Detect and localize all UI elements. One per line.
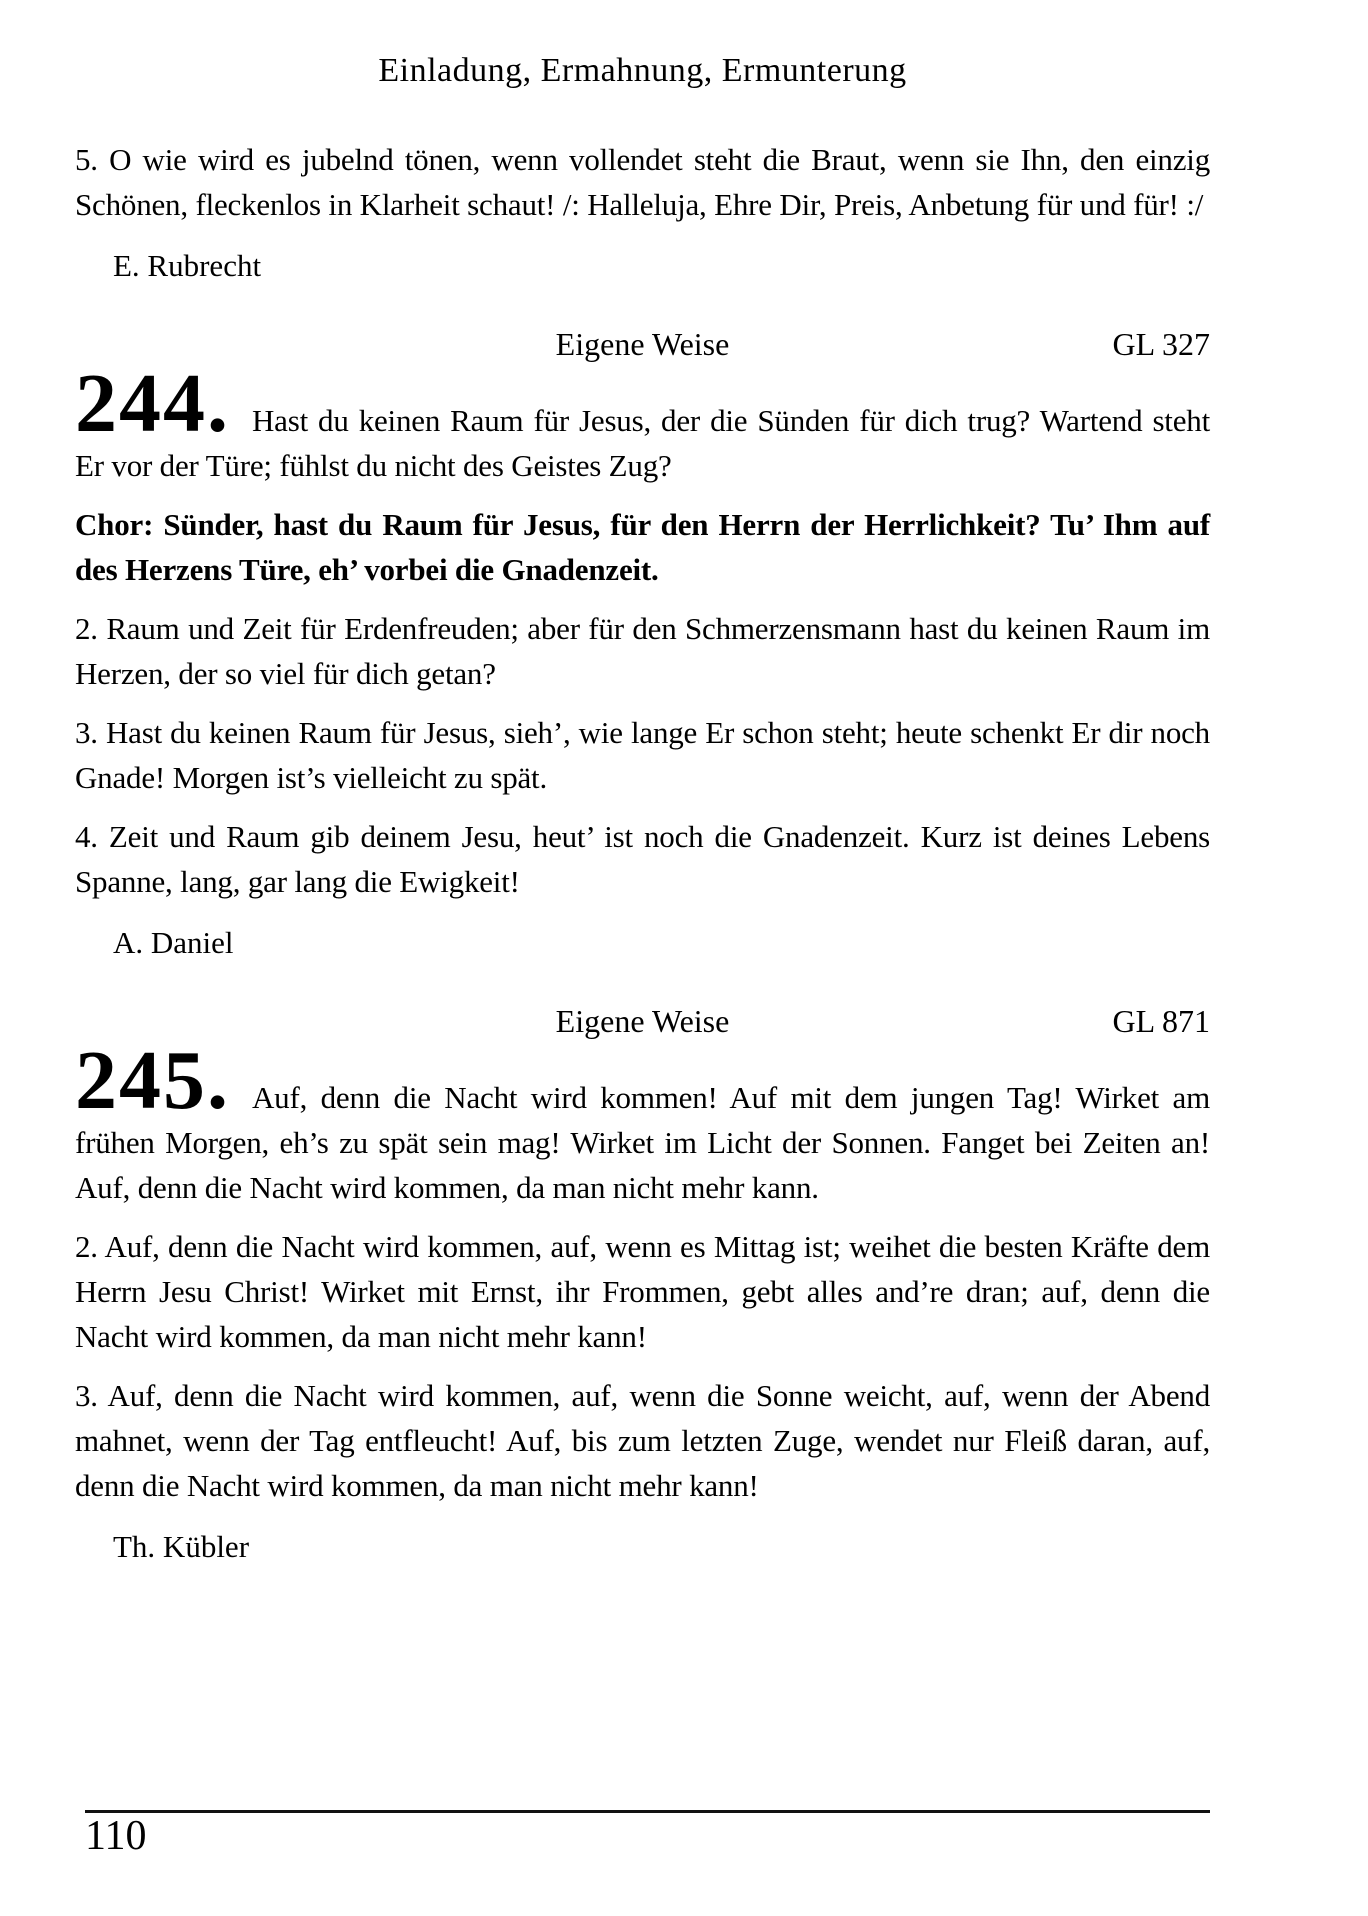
hymn-245-verse-3: 3. Auf, denn die Nacht wird kommen, auf, wenn die Sonne weicht, auf, wenn der Abend mahnet, wenn der Tag entfleucht! Auf, bis zum letzten Zuge, wendet nur Fleiß daran, auf, denn die Nacht wird kommen, da man nicht mehr kann! xyxy=(75,1378,1210,1503)
songbook-ref: GL 327 xyxy=(1112,326,1210,362)
hymn-244-verse-1 xyxy=(75,357,1210,488)
songbook-ref: GL 871 xyxy=(1112,1003,1210,1039)
hymn-244-verse-2: 2. Raum und Zeit für Erdenfreuden; aber für den Schmerzensmann hast du keinen Raum im Herzen, der so viel für dich getan? xyxy=(75,611,1210,691)
previous-hymn-author: E. Rubrecht xyxy=(113,248,262,283)
hymn-245 xyxy=(75,999,1210,1569)
hymn-244-author: A. Daniel xyxy=(113,925,234,960)
hymn-245-author: Th. Kübler xyxy=(113,1529,250,1564)
hymn-244-verse-4: 4. Zeit und Raum gib deinem Jesu, heut’ ist noch die Gnadenzeit. Kurz ist deines Lebens Spanne, lang, gar lang die Ewigkeit! xyxy=(75,819,1210,899)
melody-label: Eigene Weise xyxy=(555,1003,730,1039)
verse-text: Auf, denn die Nacht wird kommen! Auf mit dem jungen Tag! Wirket am frühen Morgen, eh’s zu spät sein mag! Wirket im Licht der Sonnen. Fanget bei Zeiten an! Auf, denn die Nacht wird kommen, da man nicht mehr kann. xyxy=(75,1080,1210,1205)
page-footer xyxy=(85,1810,1210,1859)
hymn-245-verse-2: 2. Auf, denn die Nacht wird kommen, auf, wenn es Mittag ist; weihet die besten Kräfte dem Herrn Jesu Christ! Wirket mit Ernst, ihr Frommen, gebt alles and’re dran; auf, denn die Nacht wird kommen, da man nicht mehr kann! xyxy=(75,1229,1210,1354)
hymn-245-verse-1 xyxy=(75,1034,1210,1210)
running-header: Einladung, Ermahnung, Ermunterung xyxy=(378,52,907,89)
hymn-244-header xyxy=(75,322,1210,367)
hymn-number: 244. xyxy=(75,357,230,450)
verse-text: Hast du keinen Raum für Jesus, der die Sünden für dich trug? Wartend steht Er vor der Türe; fühlst du nicht des Geistes Zug? xyxy=(75,403,1210,483)
page-number: 110 xyxy=(85,1813,147,1859)
hymn-number: 245. xyxy=(75,1034,230,1127)
hymn-244-chorus: Chor: Sünder, hast du Raum für Jesus, für den Herrn der Herrlichkeit? Tu’ Ihm auf des Herzens Türe, eh’ vorbei die Gnadenzeit. xyxy=(75,507,1210,587)
hymn-244 xyxy=(75,322,1210,965)
previous-hymn-verse-5: 5. O wie wird es jubelnd tönen, wenn vollendet steht die Braut, wenn sie Ihn, den einzig Schönen, fleckenlos in Klarheit schaut! /: Halleluja, Ehre Dir, Preis, Anbetung für und für! :/ xyxy=(75,142,1210,222)
hymn-245-header xyxy=(75,999,1210,1044)
melody-label: Eigene Weise xyxy=(555,326,730,362)
hymn-244-verse-3: 3. Hast du keinen Raum für Jesus, sieh’, wie lange Er schon steht; heute schenkt Er dir noch Gnade! Morgen ist’s vielleicht zu spät. xyxy=(75,715,1210,795)
